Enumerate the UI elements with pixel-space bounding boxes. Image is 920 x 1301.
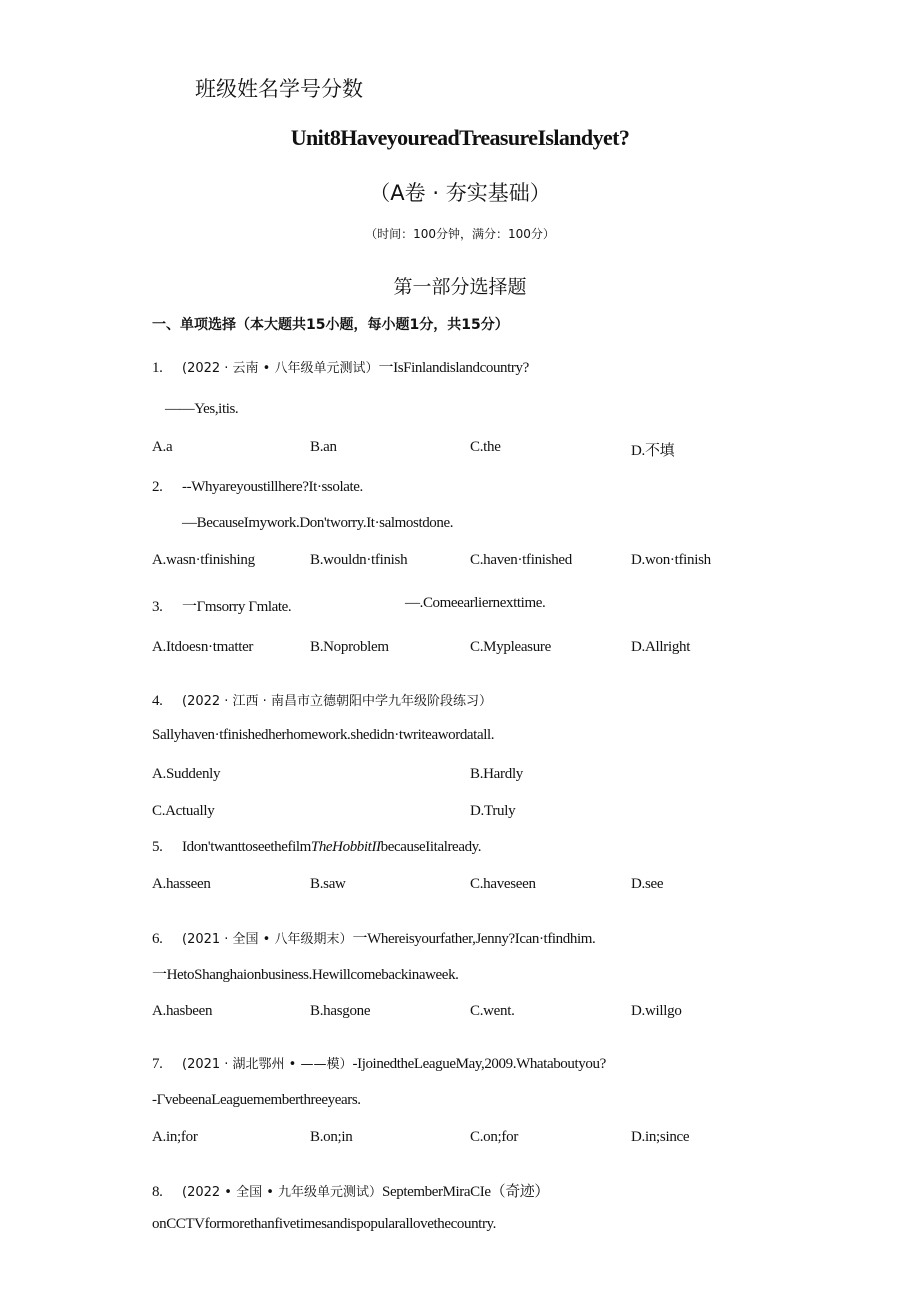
question-source: (2022 · 江西 · 南昌市立德朝阳中学九年级阶段练习）: [182, 694, 492, 709]
question-source: (2022 · 云南 • 八年级单元测试）: [182, 361, 379, 376]
question-source: (2021 · 湖北鄂州 • ——模）: [182, 1057, 353, 1072]
student-info-fields: 班级姓名学号分数: [195, 77, 363, 101]
question-7-option-d[interactable]: D.in;since: [631, 1129, 690, 1145]
question-1-option-b[interactable]: B.an: [310, 439, 337, 455]
question-text-end: becauseIitalready.: [380, 839, 482, 855]
question-2-reply: —BecauseImywork.Don'tworry.It·salmostdone.: [182, 515, 454, 531]
question-number: 8.: [152, 1184, 163, 1200]
question-3-option-a[interactable]: A.Itdoesn·tmatter: [152, 639, 254, 655]
question-4-header: [152, 690, 492, 710]
question-3-option-d[interactable]: D.Allright: [631, 639, 691, 655]
question-7-option-b[interactable]: B.on;in: [310, 1129, 353, 1145]
question-4-option-b[interactable]: B.Hardly: [470, 766, 524, 782]
question-1-option-a[interactable]: A.a: [152, 439, 173, 455]
part-title: 第一部分选择题: [393, 276, 527, 298]
question-7-stem: [152, 1053, 606, 1073]
question-2-option-d[interactable]: D.won·tfinish: [631, 552, 711, 568]
question-3-reply: —.Comeearliernexttime.: [405, 595, 546, 611]
question-text: 一IsFinlandislandcountry?: [378, 360, 529, 376]
question-text: --Whyareyoustillhere?It·ssolate.: [182, 479, 363, 495]
film-title: TheHobbitII: [310, 839, 381, 855]
question-2-option-c[interactable]: C.haven·tfinished: [470, 552, 572, 568]
question-3-option-b[interactable]: B.Noproblem: [310, 639, 389, 655]
question-1-option-d[interactable]: D.不填: [631, 443, 675, 459]
question-2-stem: [152, 479, 363, 496]
question-number: 3.: [152, 599, 163, 615]
question-text: -IjoinedtheLeagueMay,2009.Whataboutyou?: [352, 1056, 606, 1072]
question-6-option-b[interactable]: B.hasgone: [310, 1003, 371, 1019]
question-4-stem: Sallyhaven·tfinishedherhomework.shedidn·twriteawordatall.: [152, 727, 495, 743]
question-text: 一Γmsorry Γmlate.: [182, 599, 292, 615]
question-7-option-a[interactable]: A.in;for: [152, 1129, 198, 1145]
question-text: SeptemberMiraCIe（奇迹）: [382, 1184, 549, 1200]
question-2-option-a[interactable]: A.wasn·tfinishing: [152, 552, 255, 568]
question-4-option-c[interactable]: C.Actually: [152, 803, 215, 819]
question-4-option-d[interactable]: D.Truly: [470, 803, 516, 819]
question-5-option-b[interactable]: B.saw: [310, 876, 346, 892]
question-3-stem: [152, 595, 291, 616]
question-5-stem: [152, 839, 481, 856]
question-5-option-d[interactable]: D.see: [631, 876, 664, 892]
question-number: 2.: [152, 479, 163, 495]
question-text: Idon'twanttoseethefilm: [182, 839, 311, 855]
question-number: 4.: [152, 693, 163, 709]
document-subtitle: （A卷 · 夯实基础）: [369, 181, 551, 205]
question-3-option-c[interactable]: C.Mypleasure: [470, 639, 551, 655]
question-source: (2022 • 全国 • 九年级单元测试）: [182, 1185, 383, 1200]
question-7-option-c[interactable]: C.on;for: [470, 1129, 519, 1145]
question-8-stem-continued: onCCTVformorethanfivetimesandispopularallovethecountry.: [152, 1216, 497, 1232]
question-source: (2021 · 全国 • 八年级期末）: [182, 932, 353, 947]
document-title: Unit8HaveyoureadTreasureIslandyet?: [290, 125, 630, 150]
question-1-option-c[interactable]: C.the: [470, 439, 501, 455]
question-5-option-c[interactable]: C.haveseen: [470, 876, 536, 892]
question-8-stem: [152, 1180, 549, 1201]
question-1-reply: ——Yes,itis.: [165, 401, 239, 417]
question-number: 5.: [152, 839, 163, 855]
question-6-option-a[interactable]: A.hasbeen: [152, 1003, 213, 1019]
question-text: 一Whereisyourfather,Jenny?Ican·tfindhim.: [352, 931, 596, 947]
section-title: 一、单项选择（本大题共15小题，每小题1分，共15分）: [152, 317, 509, 333]
question-5-option-a[interactable]: A.hasseen: [152, 876, 211, 892]
question-6-option-d[interactable]: D.willgo: [631, 1003, 682, 1019]
question-number: 6.: [152, 931, 163, 947]
question-6-stem: [152, 927, 595, 948]
question-6-reply: 一HetoShanghaionbusiness.Hewillcomebackinaweek.: [152, 967, 459, 983]
question-4-option-a[interactable]: A.Suddenly: [152, 766, 221, 782]
time-note: （时间：100分钟，满分：100分）: [365, 227, 555, 241]
question-7-reply: -ΓvebeenaLeaguememberthreeyears.: [152, 1092, 361, 1108]
question-number: 1.: [152, 360, 163, 376]
question-number: 7.: [152, 1056, 163, 1072]
question-1-stem: [152, 356, 529, 377]
question-2-option-b[interactable]: B.wouldn·tfinish: [310, 552, 408, 568]
question-6-option-c[interactable]: C.went.: [470, 1003, 515, 1019]
